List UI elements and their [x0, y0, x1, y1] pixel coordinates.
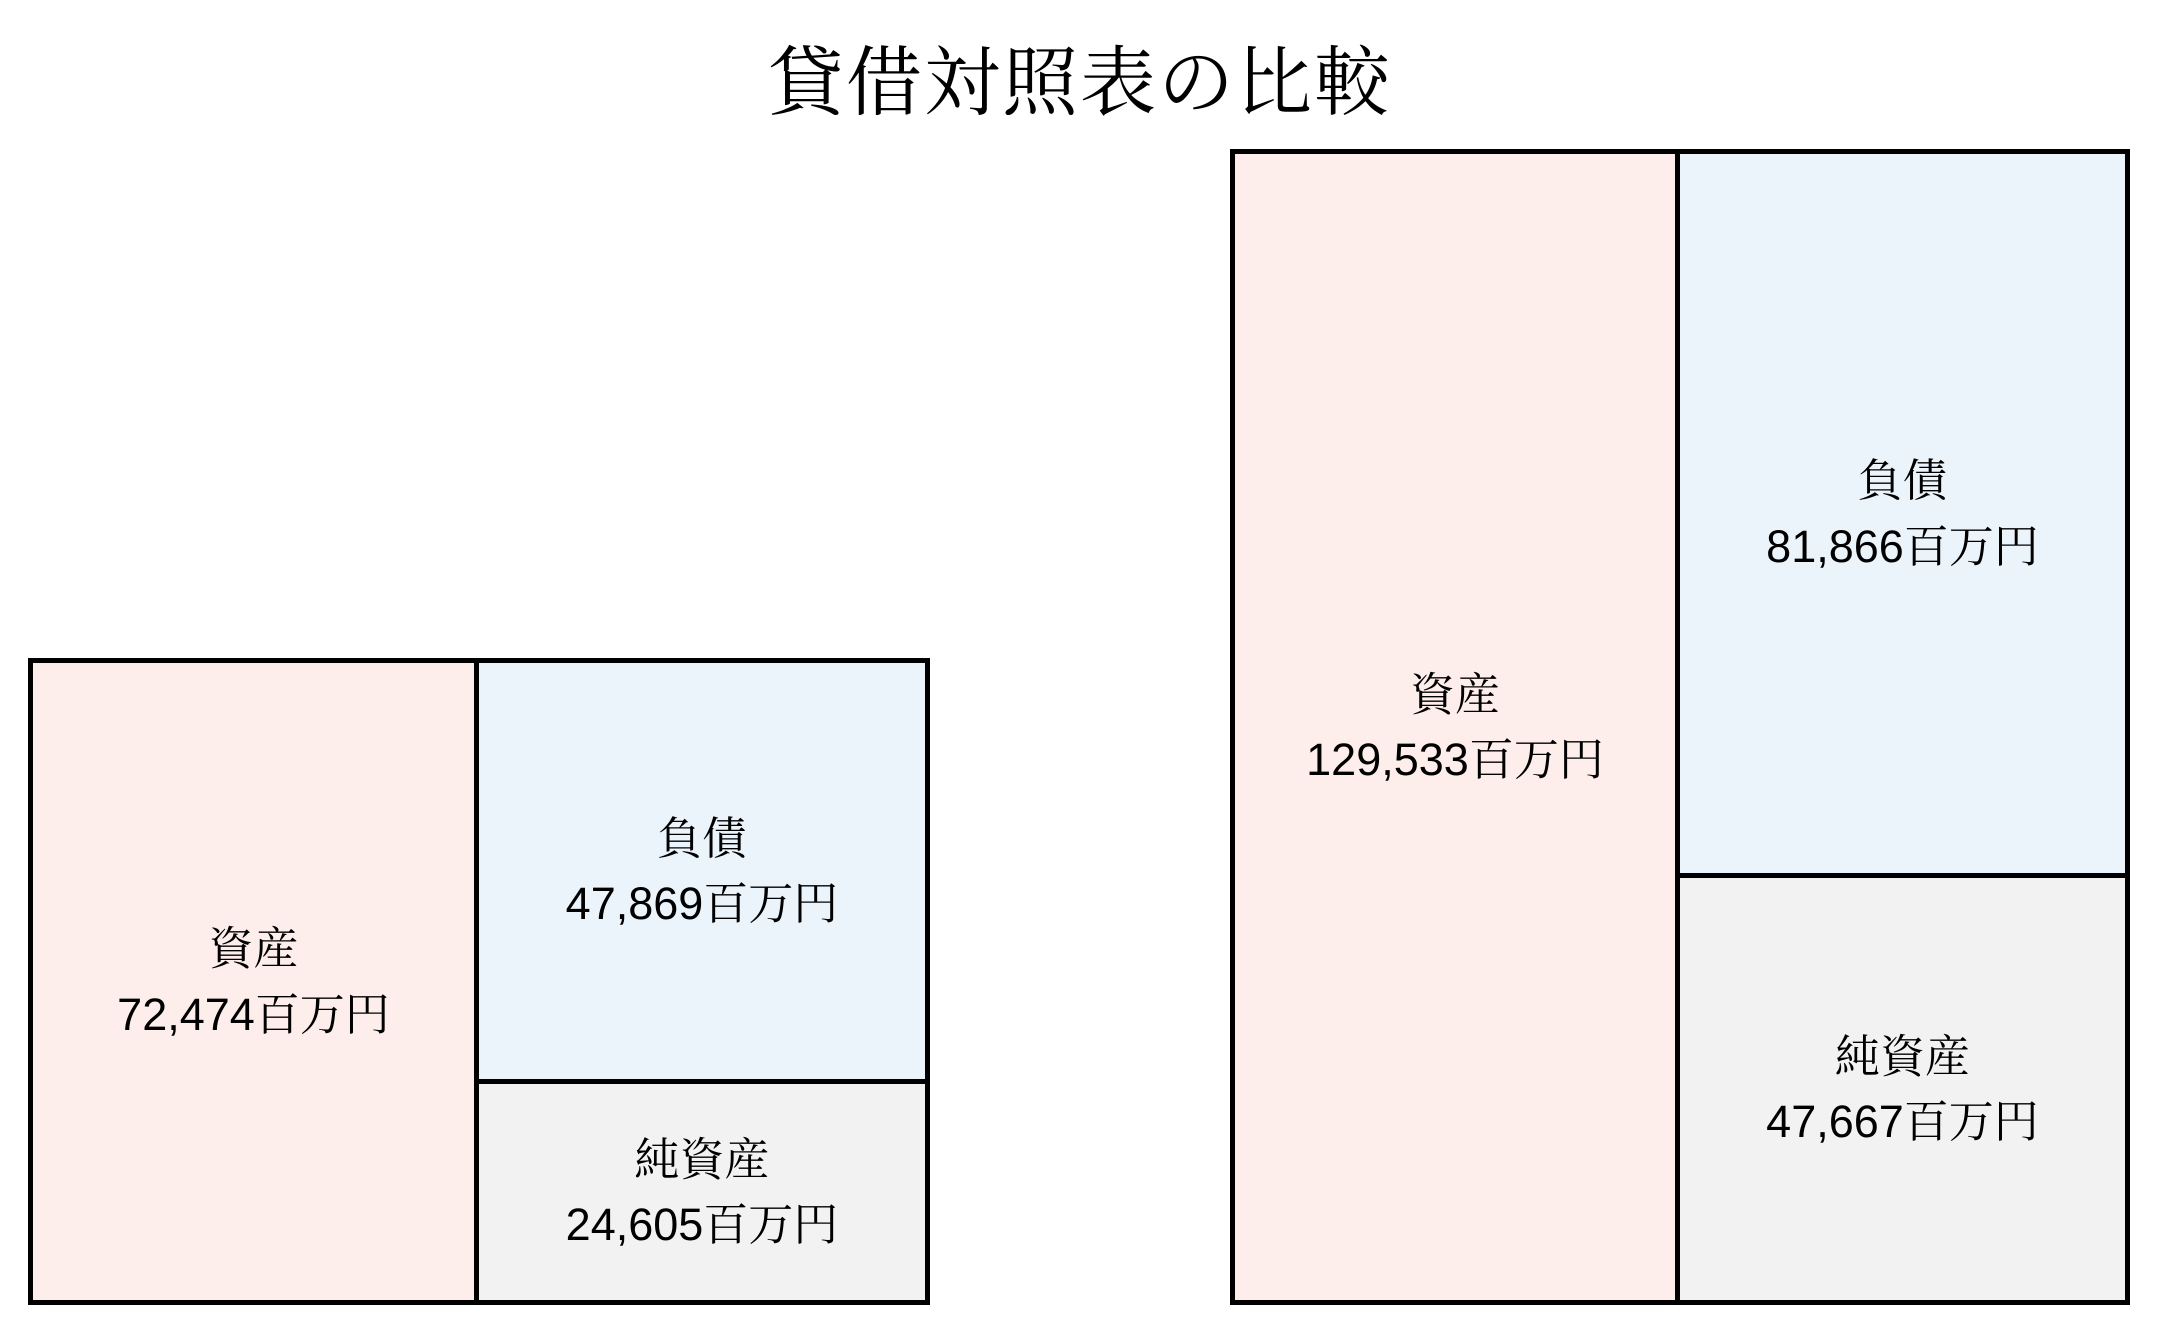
net-assets-label-block	[566, 1127, 839, 1258]
assets-box	[1235, 154, 1680, 1300]
assets-value: 129,533百万円	[1306, 734, 1604, 785]
liabilities-value: 47,869百万円	[565, 877, 839, 929]
chart-title: 貸借対照表の比較	[768, 41, 1392, 126]
net-assets-label-block	[1766, 1024, 2039, 1155]
liabilities-label: 負債	[1857, 455, 1948, 507]
liabilities-equity-column	[1680, 154, 2125, 1300]
liabilities-label-block	[566, 806, 839, 937]
liabilities-label: 負債	[656, 812, 747, 864]
assets-box	[33, 663, 479, 1300]
assets-label-block	[1306, 662, 1604, 793]
net-assets-box	[1680, 878, 2125, 1300]
balance-sheet-chart-right	[1230, 149, 2130, 1305]
net-assets-value: 47,667百万円	[1766, 1096, 2039, 1148]
assets-label: 資産	[208, 923, 299, 975]
liabilities-label-block	[1766, 448, 2039, 579]
assets-label: 資産	[1409, 668, 1500, 720]
assets-label-block	[117, 916, 390, 1047]
liabilities-value: 81,866百万円	[1766, 520, 2039, 572]
net-assets-label: 純資産	[1834, 1030, 1970, 1082]
net-assets-box	[479, 1084, 925, 1300]
assets-value: 72,474百万円	[117, 988, 390, 1040]
net-assets-value: 24,605百万円	[565, 1198, 839, 1250]
liabilities-box	[1680, 154, 2125, 878]
balance-sheet-chart-left	[28, 658, 930, 1305]
liabilities-equity-column	[479, 663, 925, 1300]
liabilities-box	[479, 663, 925, 1084]
net-assets-label: 純資産	[634, 1133, 770, 1185]
